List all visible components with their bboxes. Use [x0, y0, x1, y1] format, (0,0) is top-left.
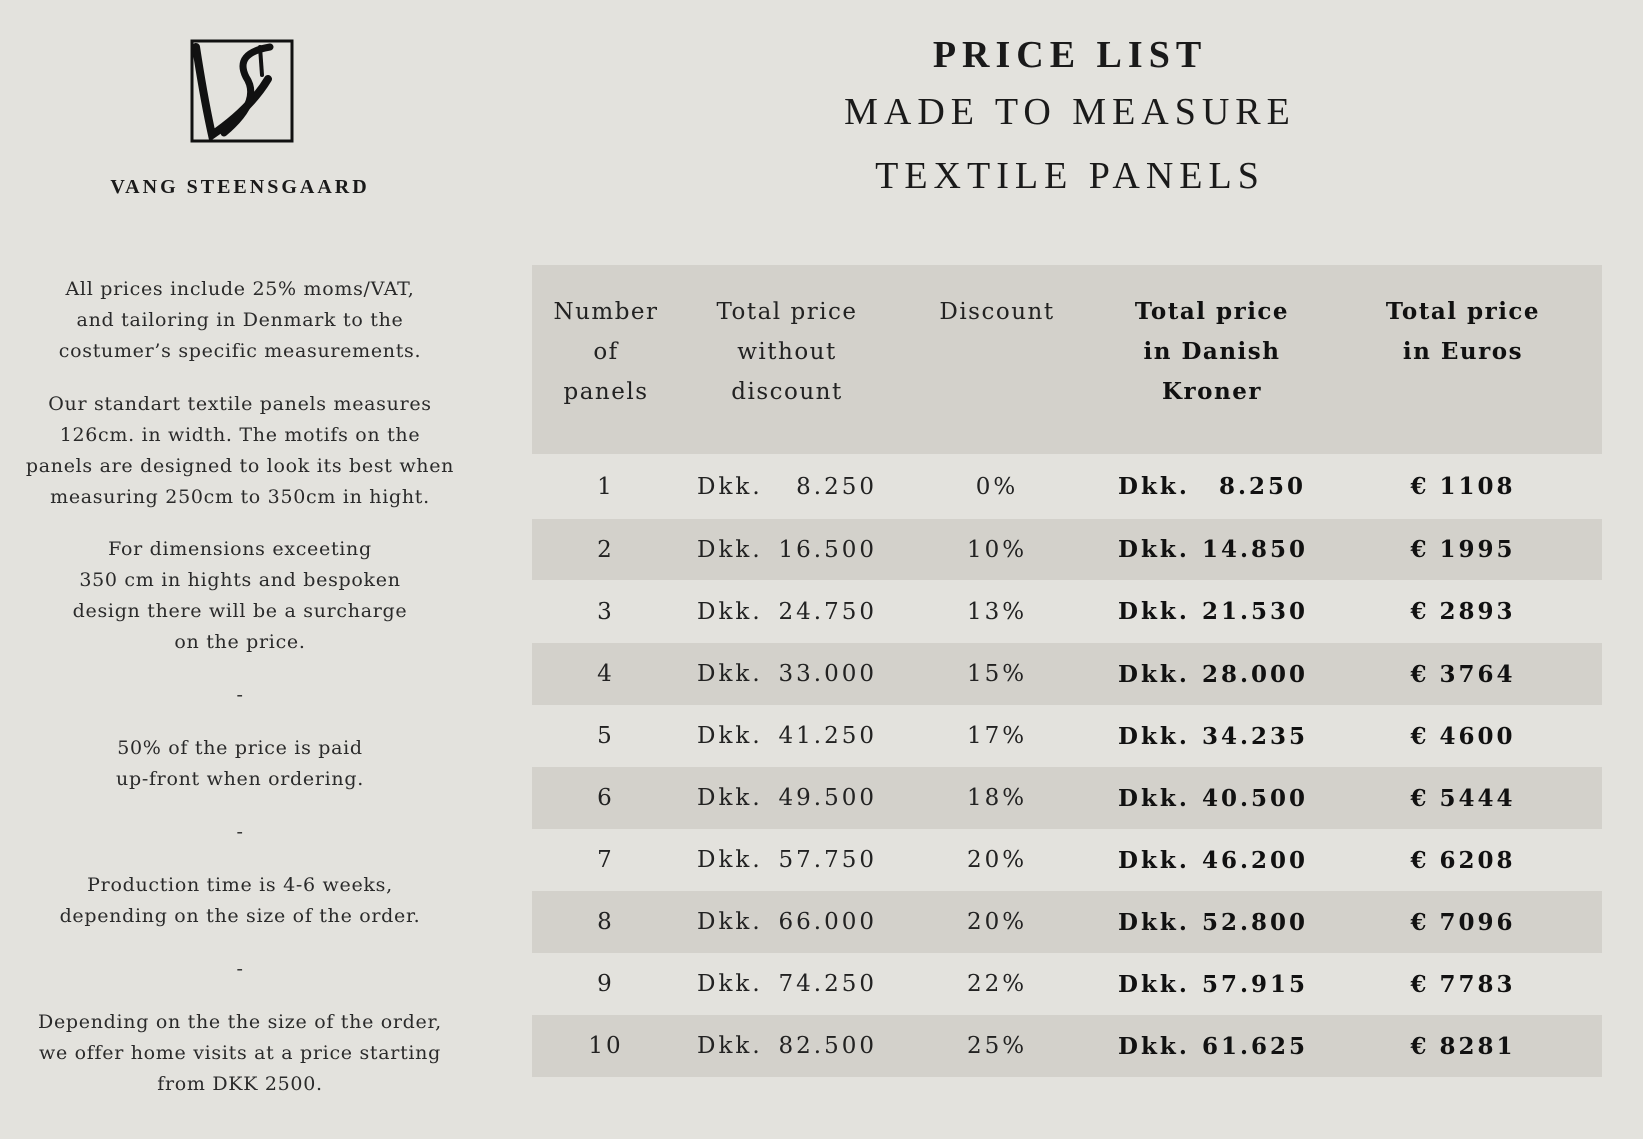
header-price-dkk: Total price in Danish Kroner	[1134, 298, 1290, 405]
cell-discount: 15%	[966, 661, 1028, 687]
amount: 33.000	[778, 661, 877, 687]
cell-panels: 7	[597, 847, 615, 873]
currency-dkk: Dkk.	[1118, 784, 1190, 812]
euro-sign: €	[1410, 722, 1430, 750]
cell-price-eur	[1324, 785, 1602, 812]
cell-price-without-discount	[680, 1033, 894, 1059]
euro-sign: €	[1410, 1032, 1430, 1060]
vs-monogram-icon	[190, 39, 294, 143]
cell-price-eur	[1324, 536, 1602, 563]
amount: 16.500	[778, 536, 877, 563]
table-row	[532, 953, 1602, 1015]
cell-price-without-discount	[680, 474, 894, 500]
cell-price-dkk	[1100, 909, 1324, 936]
amount: 4600	[1439, 722, 1516, 750]
cell-price-eur	[1324, 909, 1602, 936]
amount: 21.530	[1202, 598, 1309, 625]
cell-panels: 6	[597, 785, 615, 811]
cell-panels: 9	[597, 971, 615, 997]
amount: 7096	[1439, 908, 1516, 936]
amount: 46.200	[1202, 846, 1309, 874]
euro-sign: €	[1410, 473, 1430, 500]
cell-discount: 17%	[966, 723, 1028, 749]
euro-sign: €	[1410, 784, 1430, 812]
table-body	[532, 454, 1602, 1077]
cell-price-dkk	[1100, 473, 1324, 500]
amount: 28.000	[1202, 660, 1309, 688]
amount: 57.750	[778, 847, 877, 873]
amount: 14.850	[1202, 536, 1309, 563]
table-row	[532, 705, 1602, 767]
cell-price-without-discount	[680, 971, 894, 997]
currency-dkk: Dkk.	[1118, 722, 1190, 750]
currency-dkk: Dkk.	[697, 1033, 763, 1059]
amount: 61.625	[1202, 1032, 1309, 1060]
table-row	[532, 1015, 1602, 1077]
cell-price-eur	[1324, 723, 1602, 750]
amount: 8.250	[796, 473, 877, 500]
title-line-2: MADE TO MEASURE	[844, 91, 1296, 133]
amount: 49.500	[778, 785, 877, 811]
header-number-of-panels: Number of panels	[553, 299, 659, 405]
table-row	[532, 891, 1602, 953]
currency-dkk: Dkk.	[697, 785, 763, 811]
cell-price-eur	[1324, 1033, 1602, 1060]
cell-discount: 0%	[975, 473, 1019, 500]
brand-name: VANG STEENSGAARD	[110, 176, 370, 198]
amount: 1108	[1439, 473, 1516, 500]
currency-dkk: Dkk.	[1118, 473, 1190, 500]
amount: 82.500	[778, 1033, 877, 1059]
currency-dkk: Dkk.	[1118, 970, 1190, 998]
separator: -	[236, 684, 244, 706]
cell-panels: 4	[597, 661, 615, 687]
table-row	[532, 580, 1602, 643]
cell-price-dkk	[1100, 598, 1324, 625]
cell-price-without-discount	[680, 785, 894, 811]
currency-dkk: Dkk.	[697, 661, 763, 687]
currency-dkk: Dkk.	[697, 971, 763, 997]
table-row	[532, 829, 1602, 891]
currency-dkk: Dkk.	[697, 536, 763, 563]
cell-price-dkk	[1100, 723, 1324, 750]
amount: 40.500	[1202, 784, 1309, 812]
euro-sign: €	[1410, 536, 1430, 563]
amount: 5444	[1439, 784, 1516, 812]
cell-price-dkk	[1100, 971, 1324, 998]
cell-price-dkk	[1100, 847, 1324, 874]
cell-price-without-discount	[680, 661, 894, 687]
header-price-without-discount: Total price without discount	[716, 299, 858, 405]
cell-discount: 18%	[966, 785, 1028, 811]
euro-sign: €	[1410, 660, 1430, 688]
euro-sign: €	[1410, 970, 1430, 998]
currency-dkk: Dkk.	[697, 909, 763, 935]
cell-price-without-discount	[680, 599, 894, 625]
cell-price-dkk	[1100, 1033, 1324, 1060]
cell-price-without-discount	[680, 909, 894, 935]
price-table	[532, 265, 1602, 1077]
title-main: PRICE LIST	[932, 34, 1208, 76]
cell-price-eur	[1324, 661, 1602, 688]
note-vat: All prices include 25% moms/VAT, and tailoring in Denmark to the costumer’s specific measurements.	[58, 278, 422, 362]
amount: 52.800	[1202, 908, 1309, 936]
currency-dkk: Dkk.	[1118, 660, 1190, 688]
note-surcharge: For dimensions exceeting 350 cm in hights and bespoken design there will be a surcharge on the price.	[72, 538, 408, 653]
separator: -	[236, 958, 244, 980]
page-title	[770, 30, 1370, 208]
table-row	[532, 767, 1602, 829]
amount: 24.750	[778, 598, 877, 625]
brand-logo	[190, 39, 294, 143]
currency-dkk: Dkk.	[697, 723, 763, 749]
cell-price-eur	[1324, 847, 1602, 874]
cell-price-dkk	[1100, 785, 1324, 812]
table-row	[532, 454, 1602, 519]
cell-panels: 8	[597, 909, 615, 935]
cell-discount: 10%	[966, 536, 1028, 563]
amount: 7783	[1439, 970, 1516, 998]
amount: 2893	[1439, 598, 1516, 625]
cell-price-dkk	[1100, 661, 1324, 688]
table-header	[532, 265, 1602, 454]
currency-dkk: Dkk.	[697, 598, 763, 625]
cell-price-without-discount	[680, 537, 894, 563]
amount: 74.250	[778, 971, 877, 997]
separator: -	[236, 821, 244, 843]
amount: 57.915	[1202, 970, 1309, 998]
cell-discount: 13%	[966, 598, 1028, 625]
cell-discount: 20%	[966, 847, 1028, 873]
table-row	[532, 643, 1602, 705]
amount: 6208	[1439, 846, 1516, 874]
header-discount: Discount	[939, 299, 1055, 325]
title-line-3: TEXTILE PANELS	[875, 155, 1265, 197]
amount: 41.250	[778, 723, 877, 749]
currency-dkk: Dkk.	[1118, 1032, 1190, 1060]
cell-panels: 3	[597, 598, 615, 625]
cell-price-without-discount	[680, 847, 894, 873]
cell-panels: 2	[597, 536, 615, 563]
currency-dkk: Dkk.	[697, 473, 763, 500]
cell-price-dkk	[1100, 536, 1324, 563]
cell-price-eur	[1324, 971, 1602, 998]
cell-panels: 10	[588, 1033, 624, 1059]
amount: 34.235	[1202, 722, 1309, 750]
euro-sign: €	[1410, 846, 1430, 874]
currency-dkk: Dkk.	[1118, 598, 1190, 625]
euro-sign: €	[1410, 598, 1430, 625]
amount: 8281	[1439, 1032, 1516, 1060]
cell-panels: 5	[597, 723, 615, 749]
currency-dkk: Dkk.	[1118, 908, 1190, 936]
currency-dkk: Dkk.	[1118, 846, 1190, 874]
cell-price-eur	[1324, 473, 1602, 500]
table-row	[532, 519, 1602, 580]
cell-price-eur	[1324, 598, 1602, 625]
note-standard-size: Our standart textile panels measures 126cm. in width. The motifs on the panels are designed to look its best when measuring 250cm to 350cm in hight.	[25, 393, 455, 508]
cell-panels: 1	[597, 473, 615, 500]
amount: 1995	[1439, 536, 1516, 563]
cell-discount: 25%	[966, 1033, 1028, 1059]
cell-price-without-discount	[680, 723, 894, 749]
euro-sign: €	[1410, 908, 1430, 936]
amount: 3764	[1439, 660, 1516, 688]
terms-notes	[20, 274, 460, 1100]
header-price-eur: Total price in Euros	[1385, 298, 1541, 365]
amount: 8.250	[1218, 473, 1306, 500]
note-production-time: Production time is 4-6 weeks, depending on the size of the order.	[59, 874, 421, 927]
currency-dkk: Dkk.	[697, 847, 763, 873]
amount: 66.000	[778, 909, 877, 935]
cell-discount: 20%	[966, 909, 1028, 935]
note-payment: 50% of the price is paid up-front when ordering.	[116, 737, 364, 790]
currency-dkk: Dkk.	[1118, 536, 1190, 563]
note-home-visits: Depending on the the size of the order, we offer home visits at a price starting from DKK 2500.	[38, 1011, 442, 1095]
cell-discount: 22%	[966, 971, 1028, 997]
